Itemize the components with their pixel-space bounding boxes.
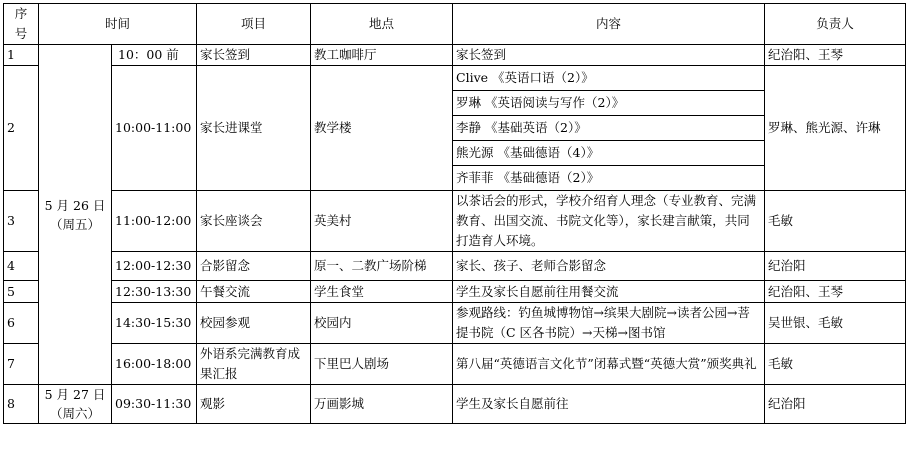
row-place: 教学楼 (311, 66, 453, 191)
row-person: 吴世银、毛敏 (765, 303, 906, 344)
row-item: 校园参观 (197, 303, 311, 344)
header-person: 负责人 (765, 4, 906, 45)
header-time: 时间 (39, 4, 197, 45)
table-row (4, 344, 906, 385)
row-item: 家长签到 (197, 45, 311, 66)
course-item: Clive 《英语口语（2）》 (453, 66, 765, 91)
table-row (4, 303, 906, 344)
row-item: 外语系完满教育成果汇报 (197, 344, 311, 385)
header-content: 内容 (453, 4, 765, 45)
row-seq: 2 (4, 66, 39, 191)
row-item: 观影 (197, 385, 311, 424)
row-item: 家长座谈会 (197, 191, 311, 252)
row-person: 纪治阳 (765, 385, 906, 424)
course-item: 齐菲菲 《基础德语（2）》 (453, 166, 765, 191)
header-item: 项目 (197, 4, 311, 45)
row-time: 16:00-18:00 (112, 344, 197, 385)
header-place: 地点 (311, 4, 453, 45)
weekday-day1: （周五） (49, 216, 100, 232)
header-seq (4, 4, 39, 45)
date-cell-day1 (39, 45, 112, 385)
row-seq: 3 (4, 191, 39, 252)
row-item: 家长进课堂 (197, 66, 311, 191)
row-place: 万画影城 (311, 385, 453, 424)
row-seq: 5 (4, 281, 39, 303)
row-content: 学生及家长自愿前往用餐交流 (453, 281, 765, 303)
row-person: 毛敏 (765, 191, 906, 252)
table-row (4, 385, 906, 424)
header-row (4, 4, 906, 45)
row-place: 英美村 (311, 191, 453, 252)
row-content: 家长签到 (453, 45, 765, 66)
header-seq-line1: 序 (14, 6, 28, 21)
row-content: 学生及家长自愿前往 (453, 385, 765, 424)
weekday-day2: （周六） (49, 406, 100, 421)
row-time: 12:30-13:30 (112, 281, 197, 303)
row-person: 毛敏 (765, 344, 906, 385)
header-seq-line2: 号 (14, 26, 28, 41)
row-place: 下里巴人剧场 (311, 344, 453, 385)
row-time: 14:30-15:30 (112, 303, 197, 344)
table-row (4, 281, 906, 303)
row-person: 纪治阳 (765, 252, 906, 281)
row-seq: 6 (4, 303, 39, 344)
row-time: 12:00-12:30 (112, 252, 197, 281)
row-time: 11:00-12:00 (112, 191, 197, 252)
row-seq: 8 (4, 385, 39, 424)
date-day2: 5 月 27 日 (44, 387, 106, 402)
table-row (4, 45, 906, 66)
course-item: 罗琳 《英语阅读与写作（2）》 (453, 91, 765, 116)
row-time: 10:00-11:00 (112, 66, 197, 191)
row-place: 学生食堂 (311, 281, 453, 303)
row-person: 罗琳、熊光源、许琳 (765, 66, 906, 191)
date-day1: 5 月 26 日 (44, 197, 106, 213)
row-seq: 7 (4, 344, 39, 385)
course-item: 熊光源 《基础德语（4）》 (453, 141, 765, 166)
row-content: 参观路线：钓鱼城博物馆→缤果大剧院→读者公园→菩提书院（C 区各书院）→天梯→图书馆 (453, 303, 765, 344)
table-row (4, 252, 906, 281)
row-content: 第八届“英德语言文化节”闭幕式暨“英德大赏”颁奖典礼 (453, 344, 765, 385)
row-content: 家长、孩子、老师合影留念 (453, 252, 765, 281)
row-time: 09:30-11:30 (112, 385, 197, 424)
row-item: 合影留念 (197, 252, 311, 281)
row-place: 原一、二教广场阶梯 (311, 252, 453, 281)
row-item: 午餐交流 (197, 281, 311, 303)
row-seq: 1 (4, 45, 39, 66)
row-place: 教工咖啡厅 (311, 45, 453, 66)
table-row (4, 191, 906, 252)
row-time: 10：00 前 (112, 45, 197, 66)
date-cell-day2 (39, 385, 112, 424)
row-content: 以茶话会的形式，学校介绍育人理念（专业教育、完满教育、出国交流、书院文化等），家长建言献策，共同打造育人环境。 (453, 191, 765, 252)
table-row (4, 66, 906, 91)
row-seq: 4 (4, 252, 39, 281)
course-item: 李静 《基础英语（2）》 (453, 116, 765, 141)
row-person: 纪治阳、王琴 (765, 281, 906, 303)
row-place: 校园内 (311, 303, 453, 344)
row-person: 纪治阳、王琴 (765, 45, 906, 66)
schedule-table (3, 3, 906, 424)
